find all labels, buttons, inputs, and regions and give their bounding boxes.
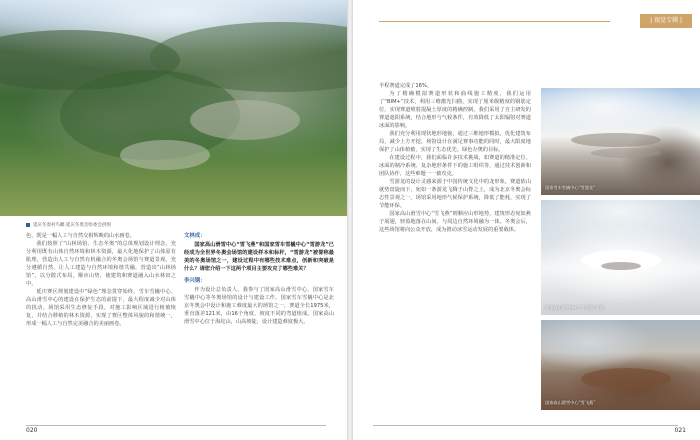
paragraph: 色，既是一幅人工与自然交相辉映的山水画卷。	[26, 233, 135, 239]
qa-speaker: 文林成：	[184, 233, 206, 239]
left-photo-caption: 延庆冬奥村鸟瞰·延庆冬奥会组委会供图	[26, 222, 111, 228]
photo-caption: 国家高山滑雪中心“雪飞燕”全景	[545, 305, 604, 310]
paragraph: 国家高山滑雪中心“雪飞燕”则顺应山形地势，建筑形态宛如燕子展翅，轻盈地落在山间，与周边自然环境融为一体。冬奥会后，这些场馆将向公众开放，成为推动冰雪运动发展的重要载体。	[379, 211, 531, 233]
page-number: 021	[674, 427, 686, 434]
left-text-column-1	[26, 232, 176, 422]
paragraph: 我们充分利用现状地形地貌，通过三维地形模拟，优化建筑布局，减少土方开挖。场馆设计在满足赛事功能的同时，最大限度地保护了山体植被，实现了生态优先、绿色办奥的目标。	[379, 131, 531, 153]
paragraph: 延庆赛区规划建设中“绿色”理念贯穿始终，雪车雪橇中心、高山滑雪中心的建设在保护生态的前提下，最大程度减少对山体的扰动。场馆采用生态修复手段，对施工影响区域进行植被恢复，并结合移植的林木资源，实现了赛区整体风貌的和谐统一，形成一幅人工与自然完美融合的美丽画卷。	[26, 289, 176, 327]
mountain-venue-photo	[0, 0, 347, 216]
right-page	[353, 0, 700, 440]
alpine-centre-building-photo	[541, 320, 700, 410]
right-text-column	[379, 82, 531, 417]
header-rule	[379, 21, 610, 22]
qa-speaker: 李兴钢：	[184, 278, 206, 284]
paragraph: 我们按照了“山林场馆、生态冬奥”的总体规划设计理念，充分利用既有山体自然环境和林木资源，最大化地保护了山体原有肌理，营造出人工与自然有机融合的冬奥会场馆与赛道景观。充分遵循自然、让人工建造与自然环境和谐共融，营造出“山林场馆”，以分散式布局，顺应山势，使建筑和赛道融入山水林田之中。	[26, 241, 176, 287]
footer-rule	[26, 425, 326, 426]
qa-question: 国家高山滑雪中心“雪飞燕”和国家雪车雪橇中心“雪游龙”已经成为全世界冬奥会场馆的建设样本和标杆，“雪游龙”被誉称最美的冬奥场馆之一，建设过程中有哪些技术难点，创新和突破是什么？请您介绍一下这两个项目主要攻克了哪些难关？	[184, 242, 334, 272]
footer-rule	[373, 425, 678, 426]
paragraph: 为了精确模拟赛道形状和曲线施工精度，我们运用了“BIM+”技术，利用三维激光扫描，实现了厘米级精度的钢筋定位，实现赛道喷射混凝土厚度的精确控制。我们采用了自主研发的赛道遮阳系统，结合地形与气候条件，有效降低了太阳辐射对赛道冰面的影响。	[379, 91, 531, 129]
page-number: 020	[26, 427, 38, 434]
paragraph: 雪游龙的设计灵感来源于中国传统文化中的龙形象，赛道依山就势盘旋而下，宛如一条游龙飞腾于山脊之上，成为北京冬奥会标志性景观之一。场馆采用地形气候保护系统，降低了能耗，实现了节能环保。	[379, 179, 531, 209]
section-tag: | 视觉专辑 |	[640, 14, 692, 28]
photo-caption: 国家高山滑雪中心“雪飞燕”	[545, 400, 596, 405]
left-page	[0, 0, 347, 440]
left-text-column-2	[184, 232, 334, 422]
caption-marker	[26, 223, 30, 227]
sliding-centre-photo	[541, 88, 700, 195]
photo-caption: 国家雪车雪橇中心“雪游龙”	[545, 185, 596, 190]
paragraph: 半程赛道完成了16%。	[379, 83, 433, 89]
alpine-centre-panorama-photo	[541, 200, 700, 315]
qa-answer: 作为设计总负责人，我参与了国家高山滑雪中心、国家雪车雪橇中心等冬奥场馆的设计与建设工作。国家雪车雪橇中心是北京冬奥会中设计和施工难度最大的场馆之一，赛道全长1975米，垂直落差121米，由16个角度、坡度不同的弯道组成。国家高山滑雪中心位于海坨山，山高坡陡，设计建造难度极大。	[184, 287, 334, 325]
paragraph: 在建设过程中，我们面临许多技术挑战，如赛道的精准定位、冰面的制冷系统、复杂地形条件下的施工组织等，通过技术创新和团队协作，这些难题一一被攻克。	[379, 155, 531, 177]
